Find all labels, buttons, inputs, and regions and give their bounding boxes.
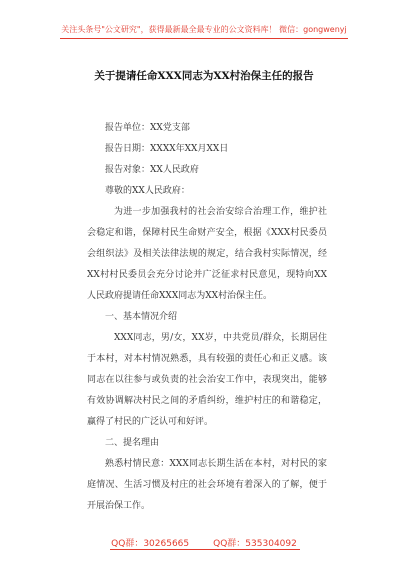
footer (0, 536, 408, 549)
meta-unit: 报告单位：XX党支部 (105, 123, 190, 133)
document-body (87, 118, 327, 517)
header-promo: 关注头条号"公文研究"，获得最新最全最专业的公文资料库！ 微信：gongwenyj (61, 25, 347, 34)
footer-qq-group-1: QQ群：30265665 (111, 539, 190, 549)
section-2-paragraph: 熟悉村情民意：XXX同志长期生活在本村，对村民的家庭情况、生活习惯及村庄的社会环境有着深入的了解，便于开展治保工作。 (87, 459, 327, 511)
salutation: 尊敬的XX人民政府： (105, 186, 190, 196)
footer-underline (110, 549, 300, 550)
header-divider (60, 38, 348, 39)
footer-qq-group-2: QQ群：535304092 (213, 539, 297, 549)
document-title: 关于提请任命XXX同志为XX村治保主任的报告 (94, 70, 314, 82)
section-1-paragraph: XXX同志，男/女，XX岁，中共党员/群众，长期居住于本村，对本村情况熟悉，具有较强的责任心和正义感。该同志在以往参与或负责的社会治安工作中，表现突出，能够有效协调解决村民之间的矛盾纠纷，维护村庄的和谐稳定，赢得了村民的广泛认可和好评。 (87, 333, 327, 427)
section-heading-1: 一、基本情况介绍 (105, 312, 178, 322)
section-heading-2: 二、提名理由 (105, 438, 160, 448)
meta-date: 报告日期：XXXX年XX月XX日 (105, 144, 229, 154)
intro-paragraph: 为进一步加强我村的社会治安综合治理工作，维护社会稳定和谐，保障村民生命财产安全，根据《XXX村民委员会组织法》及相关法律法规的规定，结合我村实际情况，经XX村村民委员会充分讨论并广泛征求村民意见，现特向XX人民政府提请任命XXX同志为XX村治保主任。 (87, 207, 327, 301)
meta-target: 报告对象：XX人民政府 (105, 165, 199, 175)
